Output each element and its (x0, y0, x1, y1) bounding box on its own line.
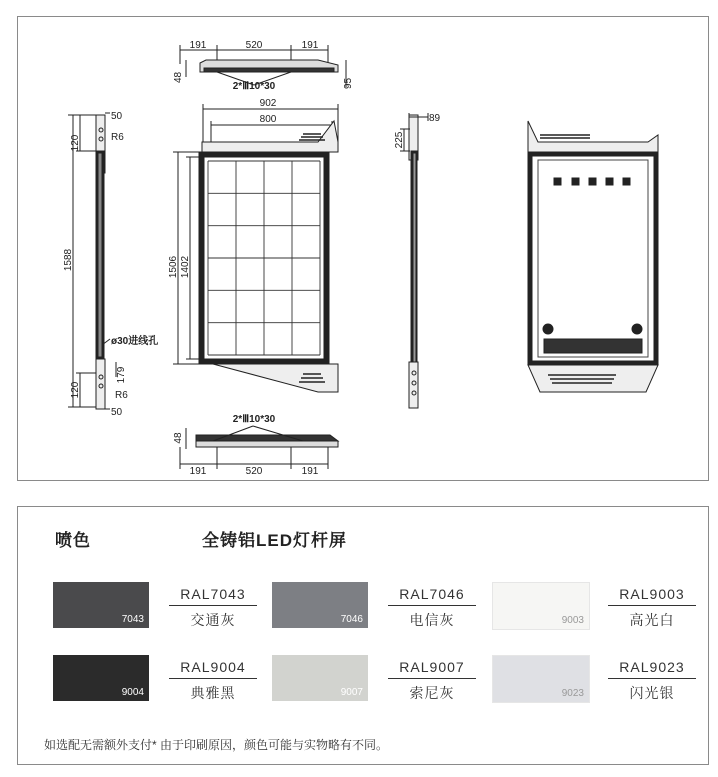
section-title: 喷色 (55, 531, 91, 550)
front-inner-width: 800 (259, 114, 277, 125)
technical-drawing (18, 17, 708, 480)
top-height-left: 48 (173, 71, 184, 83)
swatch-7043: 7043 (53, 582, 149, 628)
footnote: 如选配无需额外支付* 由于印刷原因，颜色可能与实物略有不同。 (44, 738, 389, 752)
side-top-len: 120 (70, 134, 81, 152)
top-dim-left: 191 (189, 40, 207, 51)
front-outer-height: 1506 (168, 255, 179, 279)
bottom-dim-left: 191 (189, 466, 207, 477)
label-9007: RAL9007 索尼灰 (388, 659, 476, 703)
label-7046: RAL7046 电信灰 (388, 586, 476, 630)
front-outer-width: 902 (259, 98, 277, 109)
bottom-height-left: 48 (173, 432, 184, 444)
bottom-dim-center: 520 (245, 466, 263, 477)
front-inner-height: 1402 (180, 255, 191, 279)
technical-drawing-panel (17, 16, 709, 481)
color-options-panel (17, 506, 709, 765)
label-7043: RAL7043 交通灰 (169, 586, 257, 630)
bottom-hole-note: 2*Ⅲ10*30 (232, 414, 276, 425)
right-side-view (400, 113, 428, 408)
swatch-9004: 9004 (53, 655, 149, 701)
right-bracket: 225 (394, 131, 405, 149)
rear-view (528, 121, 658, 392)
left-side-view (68, 113, 116, 409)
right-depth: 89 (429, 113, 441, 124)
swatch-9023: 9023 (492, 655, 590, 703)
top-height-right: 95 (343, 77, 354, 89)
side-hole-label: ø30进线孔 (111, 336, 159, 347)
label-9004: RAL9004 典雅黑 (169, 659, 257, 703)
product-title: 全铸铝LED灯杆屏 (202, 531, 347, 550)
side-bottom-small: 179 (116, 366, 127, 384)
swatch-9007: 9007 (272, 655, 368, 701)
side-radius-bottom: R6 (115, 390, 128, 401)
side-top-offset: 50 (111, 111, 123, 122)
side-radius-top: R6 (111, 132, 124, 143)
bottom-dim-right: 191 (301, 466, 319, 477)
swatch-7046: 7046 (272, 582, 368, 628)
label-9023: RAL9023 闪光银 (608, 659, 696, 703)
side-length: 1588 (63, 248, 74, 272)
side-bottom-offset: 50 (111, 407, 123, 418)
top-dim-right: 191 (301, 40, 319, 51)
front-view (173, 104, 338, 392)
side-bottom-len: 120 (70, 381, 81, 399)
top-dim-center: 520 (245, 40, 263, 51)
top-hole-note: 2*Ⅲ10*30 (232, 81, 276, 92)
label-9003: RAL9003 高光白 (608, 586, 696, 630)
swatch-9003: 9003 (492, 582, 590, 630)
bottom-view (180, 426, 338, 469)
